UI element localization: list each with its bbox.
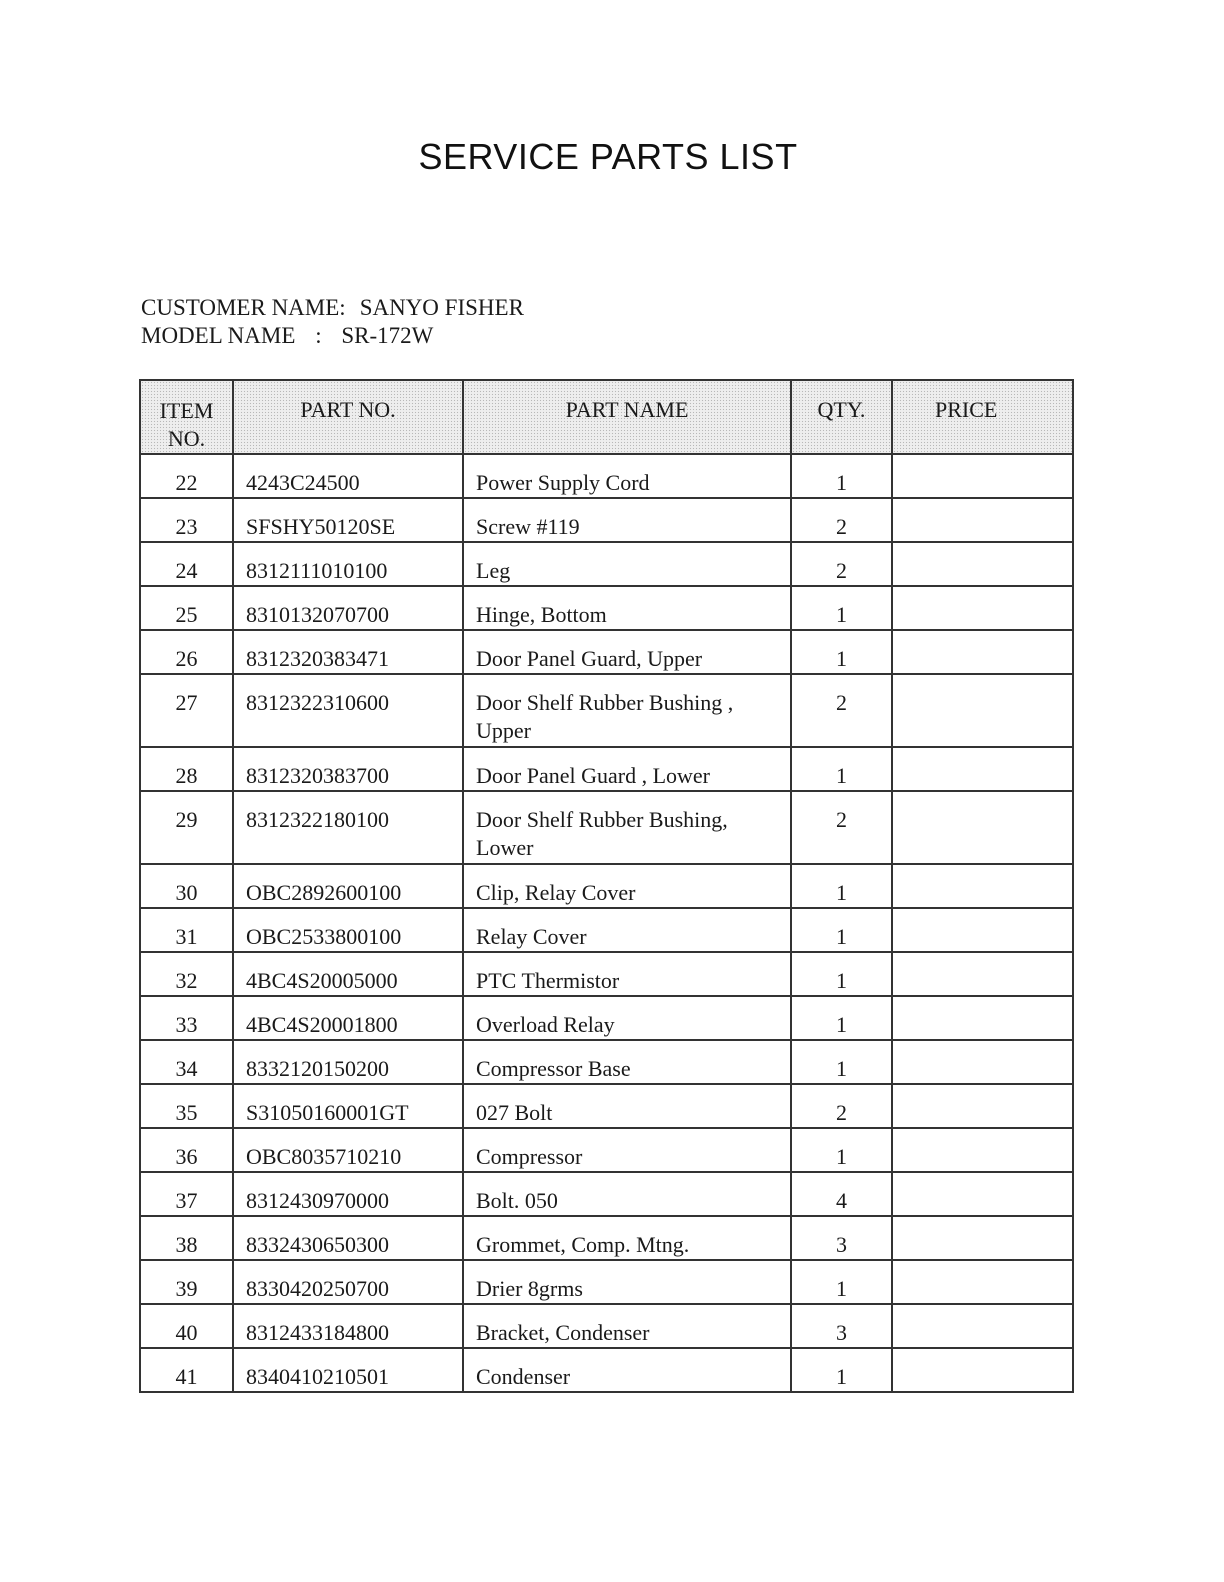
item-no-cell: 27: [140, 674, 233, 747]
part-name-cell: Door Shelf Rubber Bushing, Lower: [463, 791, 791, 864]
part-no-cell: S31050160001GT: [233, 1084, 463, 1128]
part-name-cell: PTC Thermistor: [463, 952, 791, 996]
part-name-cell: Door Shelf Rubber Bushing , Upper: [463, 674, 791, 747]
part-name-cell: Compressor: [463, 1128, 791, 1172]
item-no-cell: 36: [140, 1128, 233, 1172]
table-row: [140, 1040, 1073, 1084]
part-no-cell: 8340410210501: [233, 1348, 463, 1392]
part-no-cell: 4243C24500: [233, 454, 463, 498]
part-name-cell: Relay Cover: [463, 908, 791, 952]
part-no-cell: 8332120150200: [233, 1040, 463, 1084]
price-cell: [892, 864, 1073, 908]
table-row: [140, 864, 1073, 908]
table-row: [140, 1172, 1073, 1216]
part-name-cell: Hinge, Bottom: [463, 586, 791, 630]
price-cell: [892, 586, 1073, 630]
qty-cell: 1: [791, 630, 892, 674]
part-name-cell: Leg: [463, 542, 791, 586]
header-item-no: ITEM NO.: [140, 380, 233, 454]
part-no-cell: OBC2892600100: [233, 864, 463, 908]
table-row: [140, 1216, 1073, 1260]
part-no-cell: 8312322310600: [233, 674, 463, 747]
part-name-cell: Screw #119: [463, 498, 791, 542]
qty-cell: 1: [791, 864, 892, 908]
item-no-cell: 29: [140, 791, 233, 864]
part-name-cell: Condenser: [463, 1348, 791, 1392]
table-row: [140, 1260, 1073, 1304]
price-cell: [892, 1084, 1073, 1128]
part-no-cell: 8312111010100: [233, 542, 463, 586]
part-name-cell: Bolt. 050: [463, 1172, 791, 1216]
qty-cell: 1: [791, 1128, 892, 1172]
table-row: [140, 1084, 1073, 1128]
qty-cell: 1: [791, 952, 892, 996]
part-name-cell: Grommet, Comp. Mtng.: [463, 1216, 791, 1260]
qty-cell: 1: [791, 1348, 892, 1392]
parts-table: [139, 379, 1074, 1393]
item-no-cell: 40: [140, 1304, 233, 1348]
customer-name-row: [141, 294, 524, 322]
item-no-cell: 26: [140, 630, 233, 674]
part-no-cell: 4BC4S20001800: [233, 996, 463, 1040]
qty-cell: 3: [791, 1304, 892, 1348]
part-name-cell: Clip, Relay Cover: [463, 864, 791, 908]
header-qty: QTY.: [791, 380, 892, 454]
qty-cell: 1: [791, 908, 892, 952]
part-name-cell: Overload Relay: [463, 996, 791, 1040]
qty-cell: 1: [791, 1260, 892, 1304]
price-cell: [892, 674, 1073, 747]
part-name-cell: 027 Bolt: [463, 1084, 791, 1128]
qty-cell: 2: [791, 1084, 892, 1128]
part-name-cell: Compressor Base: [463, 1040, 791, 1084]
model-name-row: [141, 322, 524, 350]
price-cell: [892, 1216, 1073, 1260]
qty-cell: 3: [791, 1216, 892, 1260]
qty-cell: 2: [791, 791, 892, 864]
part-name-cell: Power Supply Cord: [463, 454, 791, 498]
part-no-cell: 8330420250700: [233, 1260, 463, 1304]
item-no-cell: 38: [140, 1216, 233, 1260]
parts-table-header: [140, 380, 1073, 454]
item-no-cell: 39: [140, 1260, 233, 1304]
price-cell: [892, 747, 1073, 791]
customer-name-label: CUSTOMER NAME:: [141, 295, 346, 320]
price-cell: [892, 908, 1073, 952]
part-no-cell: 8312430970000: [233, 1172, 463, 1216]
customer-name-value: SANYO FISHER: [359, 295, 524, 320]
qty-cell: 1: [791, 586, 892, 630]
qty-cell: 2: [791, 542, 892, 586]
header-price: PRICE: [892, 380, 1073, 454]
item-no-cell: 22: [140, 454, 233, 498]
part-no-cell: 8312320383471: [233, 630, 463, 674]
qty-cell: 1: [791, 454, 892, 498]
page-title: SERVICE PARTS LIST: [418, 136, 798, 177]
part-no-cell: 8332430650300: [233, 1216, 463, 1260]
price-cell: [892, 1304, 1073, 1348]
price-cell: [892, 454, 1073, 498]
price-cell: [892, 542, 1073, 586]
qty-cell: 1: [791, 996, 892, 1040]
model-name-value: SR-172W: [341, 323, 434, 348]
part-no-cell: SFSHY50120SE: [233, 498, 463, 542]
price-cell: [892, 996, 1073, 1040]
parts-table-body: [140, 454, 1073, 1392]
item-no-cell: 25: [140, 586, 233, 630]
price-cell: [892, 1348, 1073, 1392]
table-row: [140, 630, 1073, 674]
part-no-cell: 8312322180100: [233, 791, 463, 864]
item-no-cell: 35: [140, 1084, 233, 1128]
qty-cell: 1: [791, 747, 892, 791]
header-part-name: PART NAME: [463, 380, 791, 454]
part-no-cell: 8312433184800: [233, 1304, 463, 1348]
qty-cell: 2: [791, 674, 892, 747]
item-no-cell: 23: [140, 498, 233, 542]
item-no-cell: 31: [140, 908, 233, 952]
table-row: [140, 498, 1073, 542]
model-name-label: MODEL NAME: [141, 323, 296, 348]
part-no-cell: 8310132070700: [233, 586, 463, 630]
table-row: [140, 542, 1073, 586]
part-no-cell: 8312320383700: [233, 747, 463, 791]
part-name-cell: Door Panel Guard , Lower: [463, 747, 791, 791]
price-cell: [892, 1172, 1073, 1216]
item-no-cell: 30: [140, 864, 233, 908]
price-cell: [892, 791, 1073, 864]
table-row: [140, 1304, 1073, 1348]
item-no-cell: 33: [140, 996, 233, 1040]
price-cell: [892, 1260, 1073, 1304]
price-cell: [892, 498, 1073, 542]
header-part-no: PART NO.: [233, 380, 463, 454]
price-cell: [892, 1040, 1073, 1084]
part-name-cell: Drier 8grms: [463, 1260, 791, 1304]
table-row: [140, 674, 1073, 747]
item-no-cell: 24: [140, 542, 233, 586]
item-no-cell: 37: [140, 1172, 233, 1216]
part-no-cell: 4BC4S20005000: [233, 952, 463, 996]
table-row: [140, 747, 1073, 791]
table-row: [140, 586, 1073, 630]
part-no-cell: OBC2533800100: [233, 908, 463, 952]
item-no-cell: 28: [140, 747, 233, 791]
table-row: [140, 1348, 1073, 1392]
table-row: [140, 454, 1073, 498]
item-no-cell: 34: [140, 1040, 233, 1084]
price-cell: [892, 630, 1073, 674]
qty-cell: 4: [791, 1172, 892, 1216]
qty-cell: 2: [791, 498, 892, 542]
part-name-cell: Bracket, Condenser: [463, 1304, 791, 1348]
document-meta: [141, 294, 524, 350]
price-cell: [892, 952, 1073, 996]
item-no-cell: 32: [140, 952, 233, 996]
table-row: [140, 1128, 1073, 1172]
table-row: [140, 791, 1073, 864]
part-name-cell: Door Panel Guard, Upper: [463, 630, 791, 674]
table-row: [140, 908, 1073, 952]
part-no-cell: OBC8035710210: [233, 1128, 463, 1172]
model-name-separator: :: [315, 323, 322, 348]
price-cell: [892, 1128, 1073, 1172]
table-row: [140, 996, 1073, 1040]
table-row: [140, 952, 1073, 996]
item-no-cell: 41: [140, 1348, 233, 1392]
qty-cell: 1: [791, 1040, 892, 1084]
